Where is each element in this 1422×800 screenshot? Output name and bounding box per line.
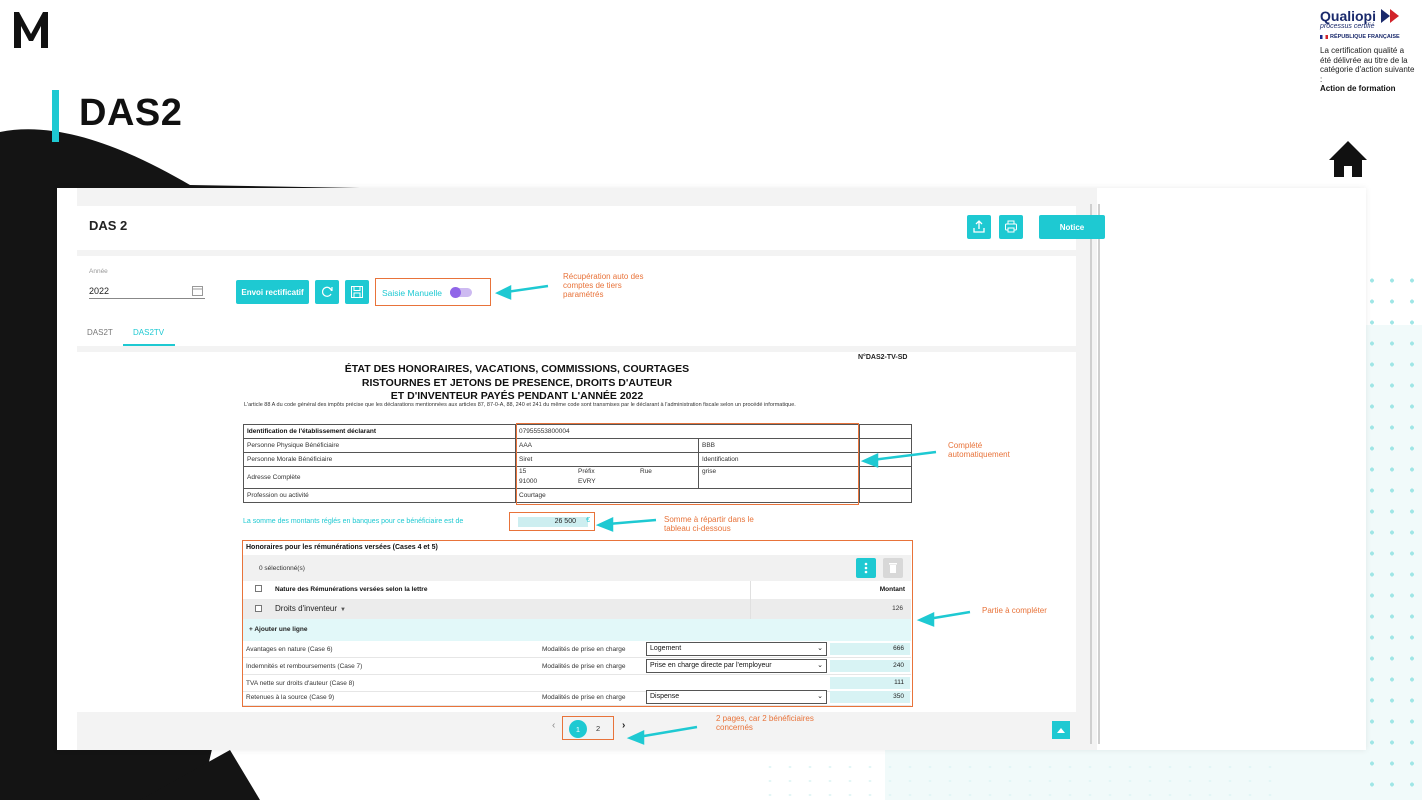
nature-dropdown[interactable]: Droits d'inventeur ▼ — [275, 604, 346, 613]
honoraires-title: Honoraires pour les rémunérations versées (Cases 4 et 5) — [246, 544, 438, 551]
row-label: Profession ou activité — [244, 489, 516, 503]
somme-value[interactable]: 26 500 — [518, 517, 588, 527]
column-header-montant: Montant — [879, 586, 905, 593]
document-title-line: RISTOURNES ET JETONS DE PRESENCE, DROITS D'AUTEUR — [361, 376, 673, 389]
physique-field-2[interactable]: BBB — [699, 439, 860, 453]
montant-value: 126 — [892, 605, 903, 612]
annotation-complete: Complété automatiquement — [948, 441, 1010, 459]
somme-text: La somme des montants réglés en banques pour ce bénéficiaire est de — [243, 518, 464, 525]
siret-value[interactable]: 07955553800004 — [516, 425, 860, 439]
modalites-label: Modalités de prise en charge — [542, 646, 626, 653]
case-value[interactable]: 240 — [830, 660, 910, 672]
morale-field-2[interactable]: Identification — [699, 453, 860, 467]
address-street-name: grise — [702, 468, 717, 475]
selection-count: 0 sélectionné(s) — [259, 565, 305, 572]
case-value[interactable]: 666 — [830, 643, 910, 655]
address-prefix: Préfix — [578, 468, 595, 475]
document-title-line: ÉTAT DES HONORAIRES, VACATIONS, COMMISSIONS, COURTAGES — [344, 363, 690, 375]
page-title: DAS2 — [79, 92, 183, 134]
annotation-partie: Partie à compléter — [982, 606, 1047, 615]
legal-note: L'article 88 A du code général des impôts précise que les déclarations mentionnées aux articles 87, 87-0-A, 88, 240 et 241 du même code sont transmises par le déclarant à l'administration fiscale selon un procédé informatique. — [244, 402, 796, 408]
year-value: 2022 — [89, 286, 110, 296]
annotation-recuperation: Récupération auto des comptes de tiers paramétrés — [563, 272, 644, 299]
modalites-label: Modalités de prise en charge — [542, 694, 626, 701]
page-1-button[interactable]: 1 — [569, 720, 587, 738]
previous-page-button[interactable]: ‹ — [552, 720, 556, 731]
annotation-pages: 2 pages, car 2 bénéficiaires concernés — [716, 714, 814, 732]
certification-action: Action de formation — [1320, 84, 1396, 93]
annotation-somme: Somme à répartir dans le tableau ci-dessous — [664, 515, 754, 533]
modalites-select[interactable]: Prise en charge directe par l'employeur ⌄ — [646, 659, 827, 673]
row-label: Personne Physique Bénéficiaire — [244, 439, 516, 453]
address-number: 15 — [519, 468, 527, 475]
column-header-nature: Nature des Rémunérations versées selon la lettre — [275, 586, 428, 593]
qualiopi-brand: Qualiopi — [1320, 8, 1376, 24]
app-title: DAS 2 — [89, 218, 128, 233]
address-city: EVRY — [578, 478, 596, 485]
tab-das2tv[interactable]: DAS2TV — [133, 328, 165, 337]
physique-field-1[interactable]: AAA — [516, 439, 699, 453]
case-label: Avantages en nature (Case 6) — [246, 646, 333, 653]
certification-text: La certification qualité a été délivrée au titre de la catégorie d'action suivante : — [1320, 46, 1415, 84]
envoi-rectificatif-button[interactable]: Envoi rectificatif — [236, 280, 309, 304]
chevron-down-icon: ⌄ — [817, 662, 823, 669]
case-label: Indemnités et remboursements (Case 7) — [246, 663, 363, 670]
document-reference: N°DAS2-TV-SD — [858, 354, 908, 361]
morale-field-1[interactable]: Siret — [516, 453, 699, 467]
modalites-select[interactable]: Logement ⌄ — [646, 642, 827, 656]
saisie-manuelle-label: Saisie Manuelle — [382, 288, 443, 298]
caret-down-icon: ▼ — [340, 607, 346, 613]
modalites-select[interactable]: Dispense ⌄ — [646, 690, 827, 704]
page-2-button[interactable]: 2 — [596, 724, 601, 733]
tab-das2t[interactable]: DAS2T — [87, 328, 113, 337]
next-page-button[interactable]: › — [622, 720, 626, 731]
chevron-down-icon: ⌄ — [817, 645, 823, 652]
notice-button[interactable]: Notice — [1039, 215, 1105, 239]
qualiopi-subtitle: processus certifié — [1320, 23, 1375, 30]
currency-symbol: € — [586, 517, 590, 524]
document-title-line: ET D'INVENTEUR PAYÉS PENDANT L'ANNÉE 2022 — [390, 390, 644, 402]
modalites-label: Modalités de prise en charge — [542, 663, 626, 670]
row-label: Adresse Complète — [244, 467, 516, 489]
chevron-down-icon: ⌄ — [817, 693, 823, 700]
case-label: TVA nette sur droits d'auteur (Case 8) — [246, 680, 355, 687]
address-postcode: 91000 — [519, 478, 538, 485]
case-value[interactable]: 111 — [830, 677, 910, 689]
case-label: Retenues à la source (Case 9) — [246, 694, 335, 701]
republique-text: RÉPUBLIQUE FRANÇAISE — [1330, 34, 1400, 40]
address-street-type: Rue — [640, 468, 652, 475]
add-line-button[interactable]: + Ajouter une ligne — [249, 626, 308, 633]
profession-value[interactable]: Courtage — [516, 489, 860, 503]
case-value[interactable]: 350 — [830, 691, 910, 703]
row-label: Personne Morale Bénéficiaire — [244, 453, 516, 467]
year-label: Année — [89, 268, 108, 275]
row-label: Identification de l'établissement déclarant — [244, 425, 516, 439]
